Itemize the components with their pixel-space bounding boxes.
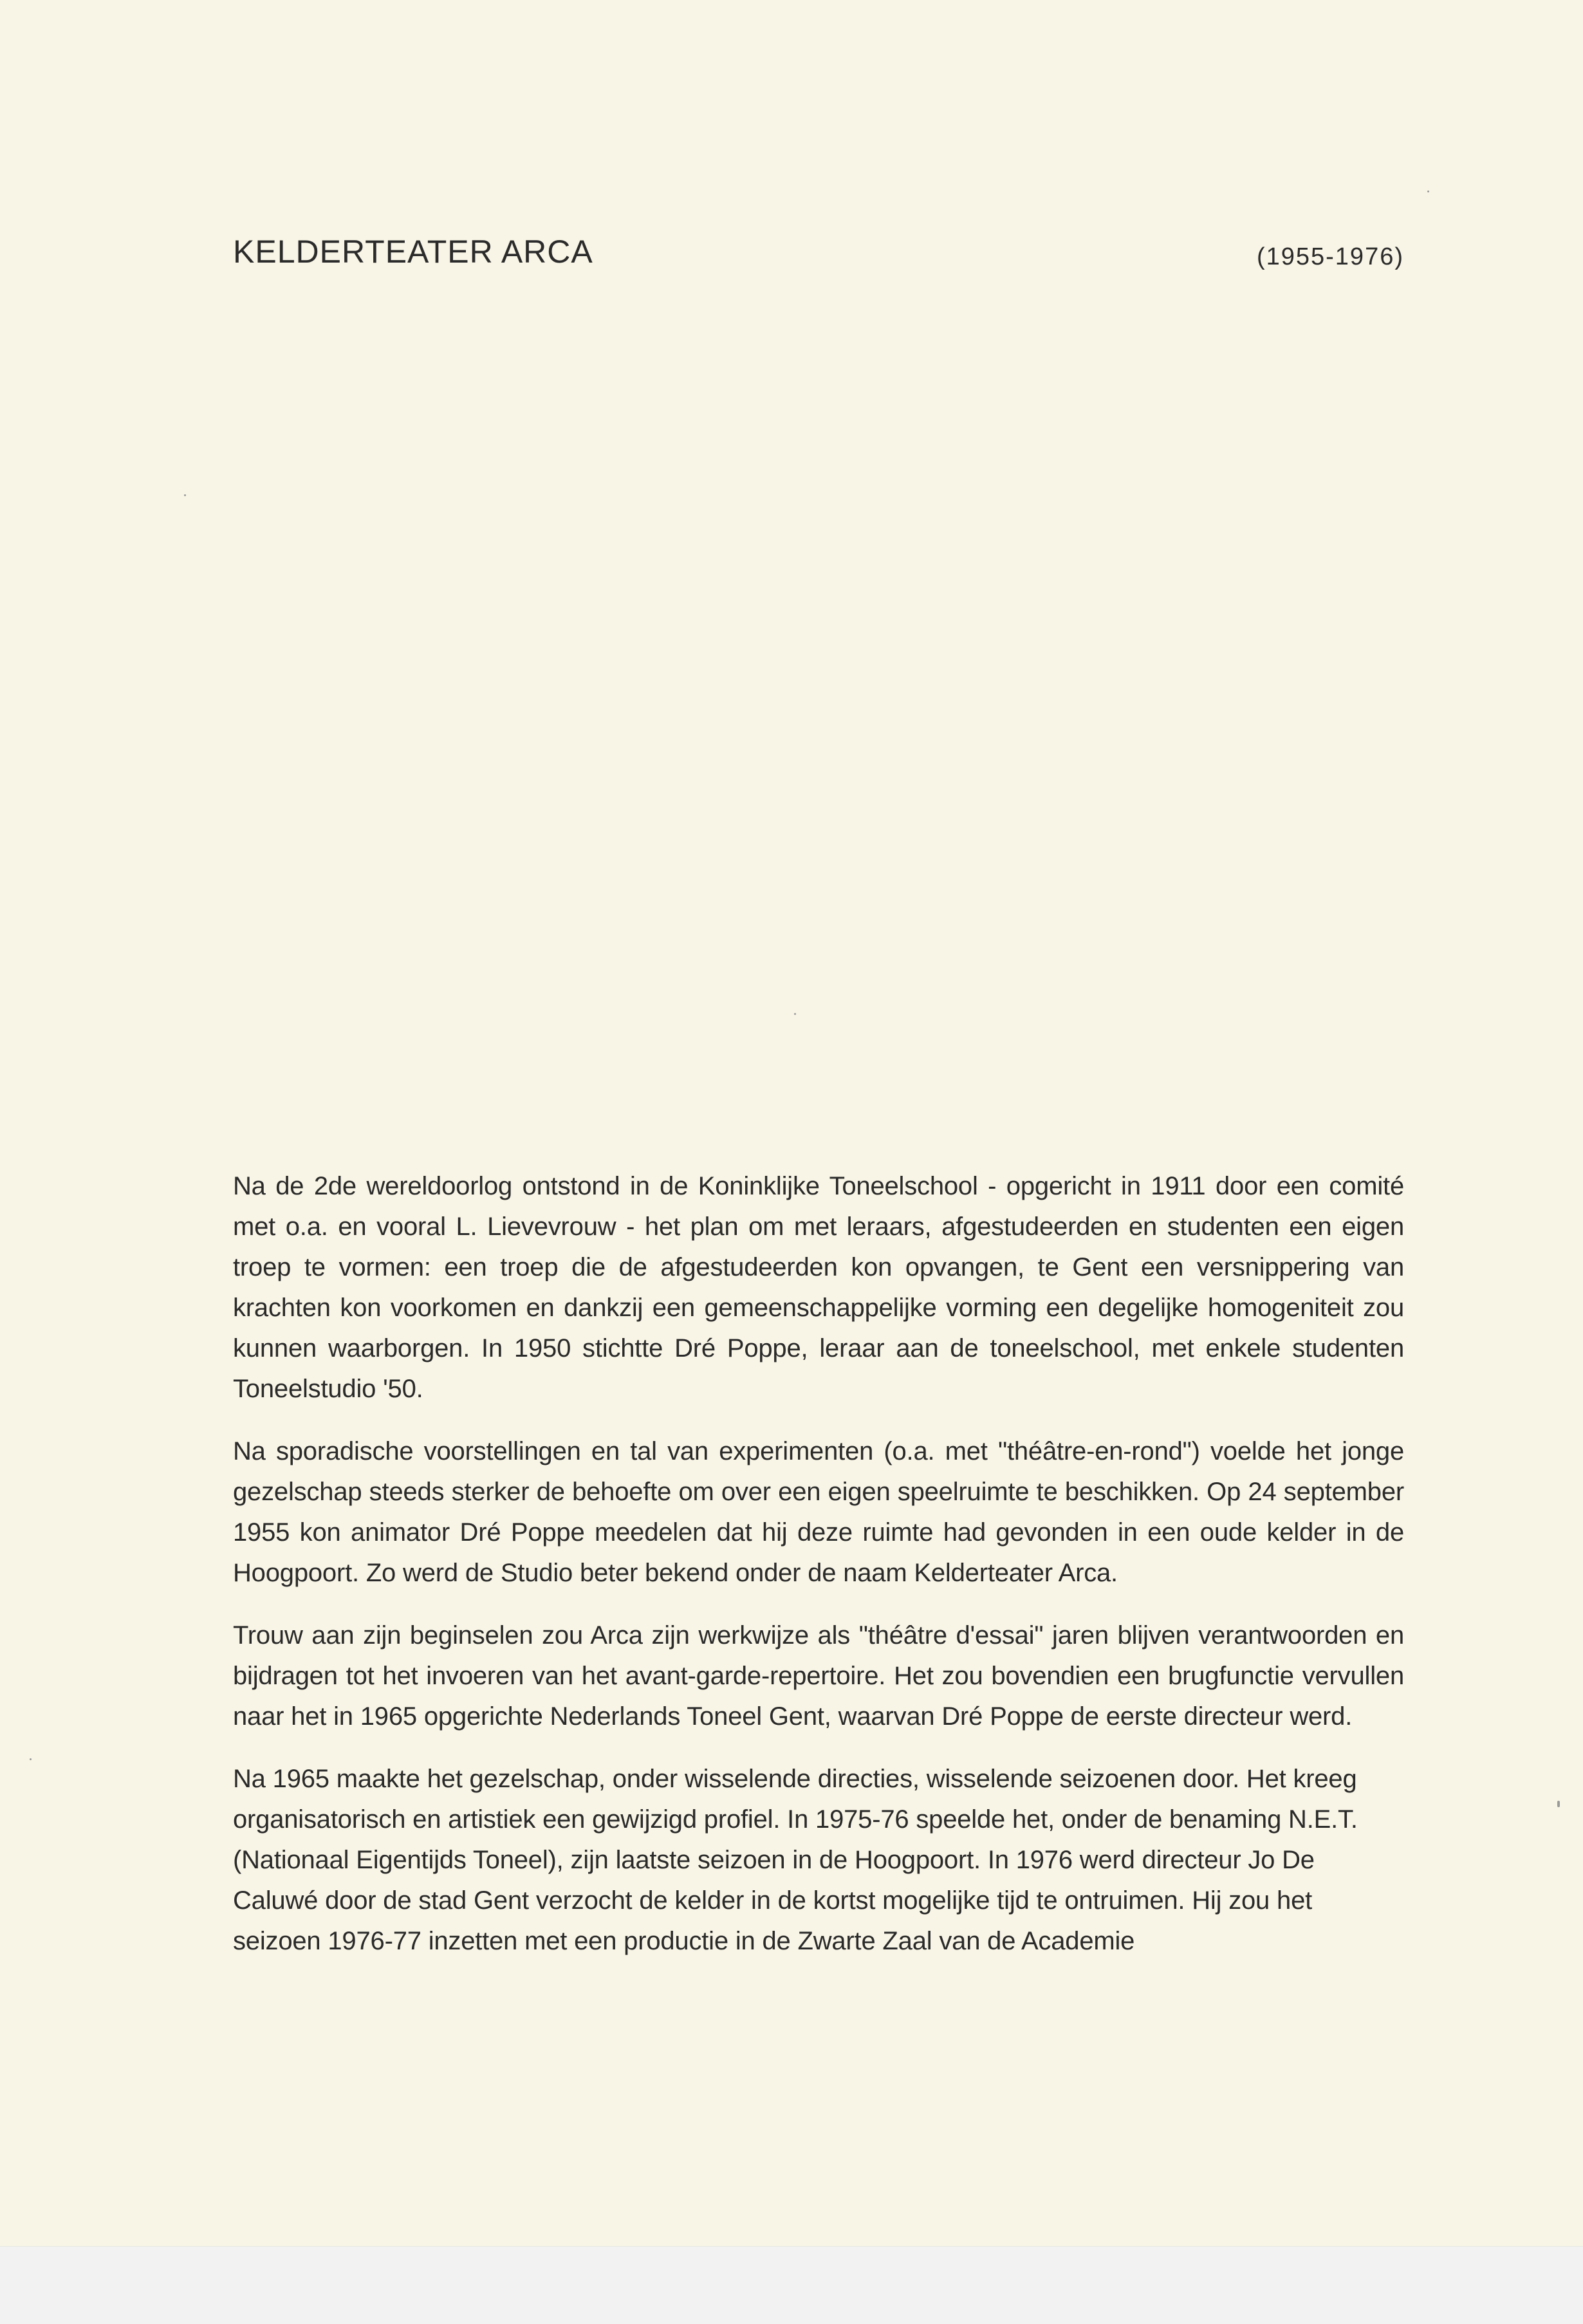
document-title: KELDERTEATER ARCA	[233, 234, 593, 270]
paragraph-2: Na sporadische voorstellingen en tal van experimenten (o.a. met "théâtre-en-rond") voelde het jonge gezelschap steeds sterker de behoefte om over een eigen speelruimte te beschikken. Op 24 september 1955 kon animator Dré Poppe meedelen dat hij deze ruimte had gevonden in een oude kelder in de Hoogpoort. Zo werd de Studio beter bekend onder de naam Kelderteater Arca.	[233, 1437, 1404, 1587]
scan-speck	[30, 1758, 32, 1760]
document-years: (1955-1976)	[1256, 243, 1404, 270]
document-body	[233, 1166, 1404, 1984]
scanner-strip	[0, 2246, 1583, 2324]
scan-speck	[1427, 191, 1429, 192]
scan-speck	[1557, 1801, 1560, 1807]
paragraph-3: Trouw aan zijn beginselen zou Arca zijn werkwijze als "théâtre d'essai" jaren blijven verantwoorden en bijdragen tot het invoeren van het avant-garde-repertoire. Het zou bovendien een brugfunctie vervullen naar het in 1965 opgerichte Nederlands Toneel Gent, waarvan Dré Poppe de eerste directeur werd.	[233, 1621, 1404, 1731]
paragraph-1: Na de 2de wereldoorlog ontstond in de Koninklijke Toneelschool - opgericht in 1911 door een comité met o.a. en vooral L. Lievevrouw - het plan om met leraars, afgestudeerden en studenten een eigen troep te vormen: een troep die de afgestudeerden kon opvangen, te Gent een versnippering van krachten kon voorkomen en dankzij een gemeenschappelijke vorming een degelijke homogeniteit zou kunnen waarborgen. In 1950 stichtte Dré Poppe, leraar aan de toneelschool, met enkele studenten Toneelstudio '50.	[233, 1172, 1404, 1403]
scan-speck	[184, 494, 186, 496]
paragraph-4: Na 1965 maakte het gezelschap, onder wisselende directies, wisselende seizoenen door. Het kreeg organisatorisch en artistiek een gewijzigd profiel. In 1975-76 speelde het, onder de benaming N.E.T. (Nationaal Eigentijds Toneel), zijn laatste seizoen in de Hoogpoort. In 1976 werd directeur Jo De Caluwé door de stad Gent verzocht de kelder in de kortst mogelijke tijd te ontruimen. Hij zou het seizoen 1976-77 inzetten met een productie in de Zwarte Zaal van de Academie	[233, 1765, 1358, 1955]
scan-speck	[794, 1013, 796, 1015]
document-header	[233, 233, 1404, 284]
